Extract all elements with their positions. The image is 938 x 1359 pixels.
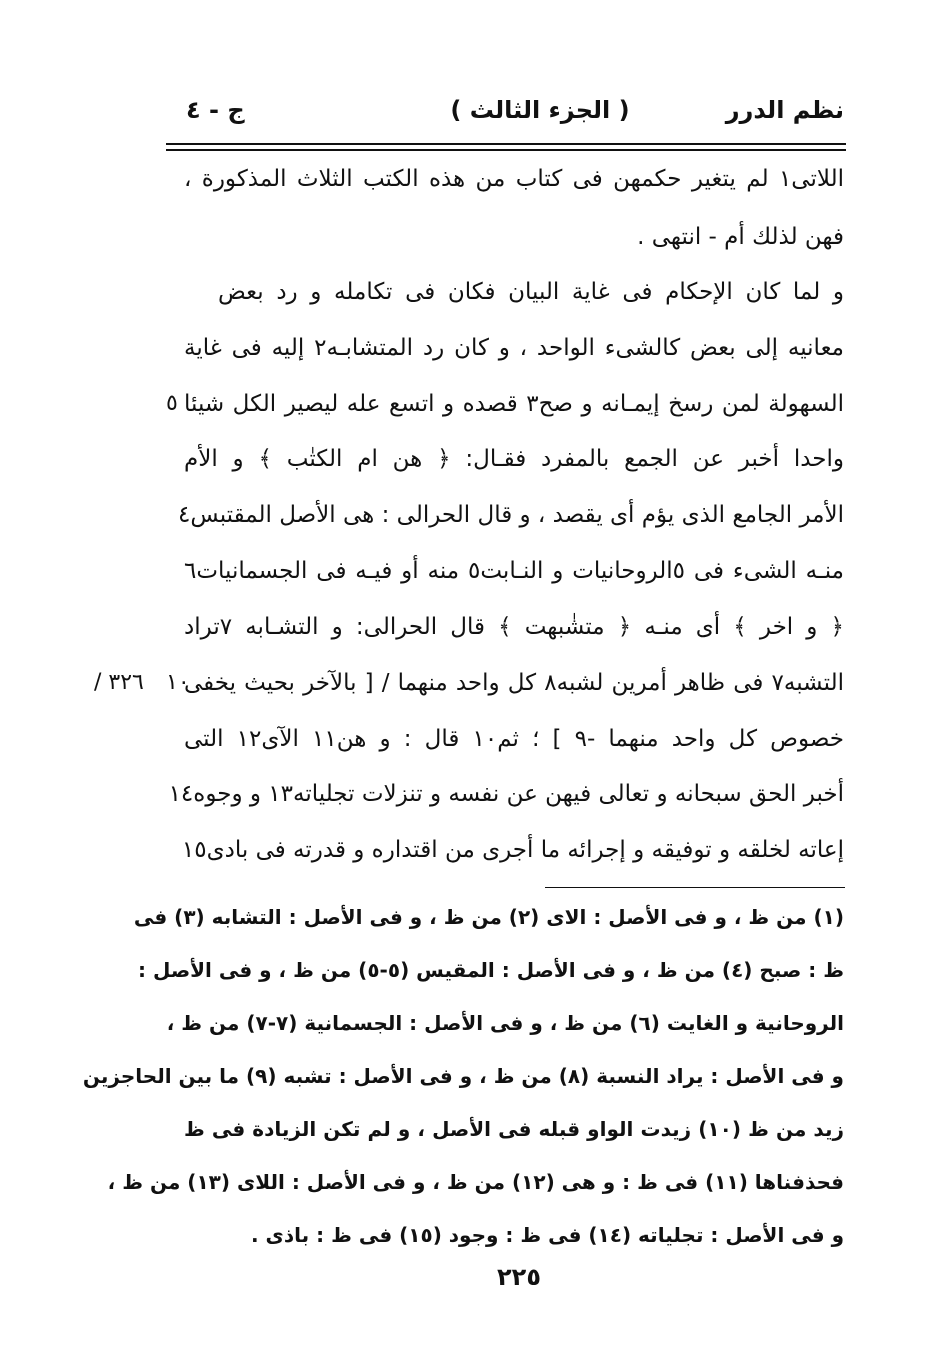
body-line-8: منـه الشىء فى ٥الروحانيات و النـابت٥ منه أو فيـه فى الجسمانيات٦ [184,558,844,584]
footnote-line-4: و فى الأصل : يراد النسبة (٨) من ظ ، و فى الأصل : تشبه (٩) ما بين الحاجزين [82,1064,844,1088]
body-line-13: إعاته لخلقه و توفيقه و إجرائه ما أجرى من اقتداره و قدرته فى بادى١٥ [181,837,844,863]
header-book-title: نظم الدرر [725,96,844,124]
header-rule-top [166,143,846,145]
footnote-line-7: و فى الأصل : تجلياته (١٤) فى ظ : وجود (١٥) فى ظ : باذى . [251,1223,844,1247]
body-line-9: ﴿ و اخر ﴾ أى منـه ﴿ متشٰبهت ﴾ قال الحرالى: و التشـابه ٧تراد [184,614,844,640]
body-line-1: اللاتى١ لم يتغير حكمهن فى كتاب من هذه الكتب الثلاث المذكورة ، [184,166,844,192]
body-line-2: فهن لذلك أم - انتهى . [637,224,844,250]
footnote-line-6: فحذفناها (١١) فى ظ : و هى (١٢) من ظ ، و فى الأصل : اللاى (١٣) من ظ ، [107,1170,844,1194]
body-line-10: التشبه٧ فى ظاهر أمرين لشبه٨ كل واحد منهما / [ بالآخر بحيث يخفى [184,670,845,696]
footnote-line-1: (١) من ظ ، و فى الأصل : الاى (٢) من ظ ، و فى الأصل : التشابه (٣) فى [133,905,844,929]
body-line-12: أخبر الحق سبحانه و تعالى فيهن عن نفسه و تنزلات تجلياته١٣ و وجوه١٤ [168,781,844,807]
header-volume: ج - ٤ [186,96,245,124]
header-part: ( الجزء الثالث ) [450,96,630,124]
body-line-11: خصوص كل واحد منهما -٩ ] ؛ ثم١٠ قال : و هن١١ الآى١٢ التى [184,726,844,752]
margin-line-number-10: ١٠ [166,670,190,695]
body-line-3: و لما كان الإحكام فى غاية البيان فكان فى تكامله و رد بعض [218,279,844,305]
footnote-line-5: زيد من ظ (١٠) زيدت الواو قبله فى الأصل ، و لم تكن الزيادة فى ظ [184,1117,845,1141]
body-line-6: واحدا أخبر عن الجمع بالمفرد فقـال: ﴿ هن ام الكتٰب ﴾ و الأم [184,446,844,472]
footnote-line-2: ظ : صبح (٤) من ظ ، و فى الأصل : المقيس (٥-٥) من ظ ، و فى الأصل : [138,958,844,982]
header-rule-bottom [166,149,846,151]
footnote-separator [545,887,845,888]
body-line-7: الأمر الجامع الذى يؤم أى يقصد ، و قال الحرالى : هى الأصل المقتبس٤ [178,502,844,528]
footnote-line-3: الروحانية و الغايت (٦) من ظ ، و فى الأصل : الجسمانية (٧-٧) من ظ ، [166,1011,844,1035]
body-line-5: السهولة لمن رسخ إيمـانه و صح٣ قصده و اتسع عله ليصير الكل شيئا [184,391,844,417]
page-number: ٢٢٥ [497,1263,541,1291]
margin-manuscript-ref: / ٣٢٦ [94,670,144,695]
body-line-4: معانيه إلى بعض كالشىء الواحد ، و كان رد المتشابـه٢ إليه فى غاية [184,335,844,361]
margin-line-number-5: ٥ [166,391,178,416]
